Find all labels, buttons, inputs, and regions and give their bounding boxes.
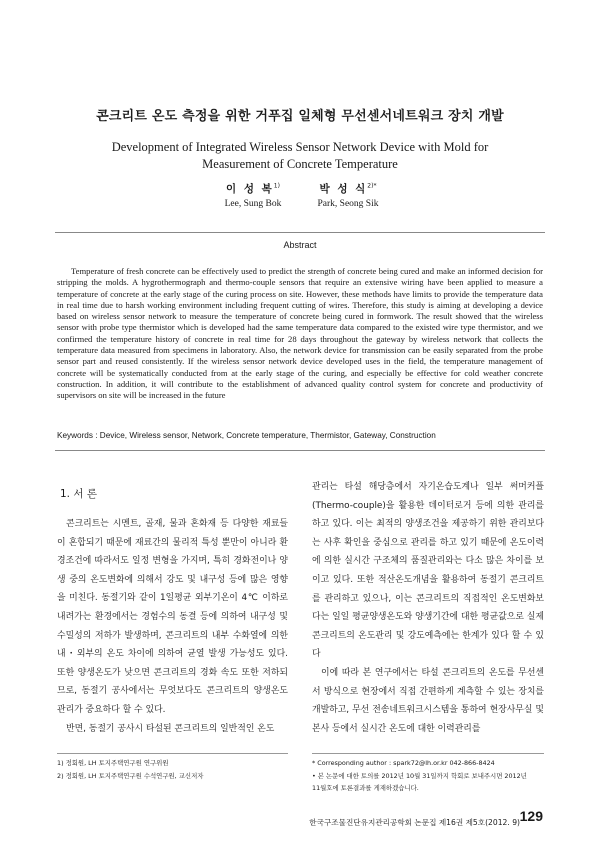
footnote-rule-right — [312, 753, 544, 754]
footnotes-right — [312, 757, 544, 795]
section-heading-introduction: 1. 서 론 — [60, 488, 97, 500]
journal-footer: 한국구조물진단유지관리공학회 논문집 제16권 제5호(2012. 9) — [309, 818, 520, 827]
author-2-name-en: Park, Seong Sik — [317, 199, 379, 209]
keywords: Keywords : Device, Wireless sensor, Network, Concrete temperature, Thermistor, Gateway, Construction — [57, 431, 436, 440]
author-1-affil: 1) — [273, 182, 280, 190]
abstract-heading: Abstract — [283, 240, 317, 250]
abstract-text: Temperature of fresh concrete can be effectively used to predict the strength of concrete being cured and make an informed decision for stripping the molds. A hygrothermograph and thermo-couple sensors that require an extensive wiring have been applied to measure a temperature of concrete at the early stage of the curing process on site. However, these methods have limits to provide the temperature data in real time due to harsh working environment including frequent cutting of wires. Therefore, this study is aiming at developing a device based on wireless sensor network to measure the temperature of concrete being cured in formwork. The result showed that the wireless sensor with probe type thermistor which is developed had the same temperature data compared to the existed wire type thermistor, and we confirmed the temperature history of concrete in real time for 28 days throughout the gateway by wireless network that collects the temperature data measured from specimens in laboratory. Also, the network device for transmission can be easily separated from the probe sensor part and reused consistently. If the wireless sensor network device developed uses in the field, the temperature management of concrete will be systematically conducted from at the early stage of the curing, and especially be effective for cold weather concrete construction. In addition, it will contribute to the establishment of advanced quality control system for concrete and productivity of supervisors on site will be increased in the future — [57, 266, 543, 401]
page-number: 129 — [519, 808, 543, 824]
abstract-bottom-rule — [55, 450, 545, 451]
author-1-name-en: Lee, Sung Bok — [224, 199, 282, 209]
paper-title-english — [80, 139, 520, 173]
right-column — [312, 478, 544, 738]
footnotes-left — [57, 757, 288, 782]
footnote-affiliation-1: 1) 정회원, LH 토지주택연구원 연구위원 — [57, 759, 169, 767]
right-column-paragraph-2: 이에 따라 본 연구에서는 타설 콘크리트의 온도를 무선센서 방식으로 현장에서 직접 간편하게 계측할 수 있는 장치를 개발하고, 무선 전송네트워크시스템을 통하여 현장사무실 및 본사 등에서 실시간 온도에 대한 이력관리를 — [312, 667, 544, 734]
left-column-paragraph-2: 반면, 동절기 공사시 타설된 콘크리트의 일반적인 온도 — [66, 723, 275, 734]
right-column-paragraph-1: 관리는 타설 해당층에서 자기온습도계나 일부 써머커플(Thermo-couple)을 활용한 데이터로거 등에 의한 관리를 하고 있다. 이는 최적의 양생조건을 제공하기 위한 관리보다는 사후 확인을 중심으로 관리를 하고 있기 때문에 온도이력에 의한 실시간 구조체의 품질관리와는 다소 많은 차이를 보이고 있다. 또한 적산온도개념을 활용하여 동절기 콘크리트를 관리하고 있으나, 이는 콘크리트의 직접적인 온도변화보다는 일일 평균양생온도와 양생기간에 대한 평균값으로 실제 콘크리트의 온도관리 및 강도예측에는 한계가 있다 할 수 있다 — [312, 482, 544, 660]
keywords-text: Device, Wireless sensor, Network, Concrete temperature, Thermistor, Gateway, Construction — [99, 431, 436, 440]
left-column-paragraph-1: 콘크리트는 시멘트, 골재, 물과 혼화재 등 다양한 재료들이 혼합되기 때문에 재료간의 물리적 특성 뿐만이 아니라 환경조건에 따라서도 일정 변형을 가지며, 특히 경화전이나 양생 중의 온도변화에 의해서 강도 및 내구성 등에 많은 영향을 미친다. 동절기와 같이 1일평균 외부기온이 4℃ 이하로 내려가는 환경에서는 경험수의 동결 등에 의하여 내구성 및 수밀성의 저하가 발생하며, 콘크리트의 내부 수화열에 의한 내・외부의 온도 차이에 의하여 균열 발생 가능성도 있다. 또한 양생온도가 낮으면 콘크리트의 경화 속도 또한 저하되므로, 동절기 공사에서는 무엇보다도 콘크리트의 양생온도 관리가 중요하다 할 수 있다. — [57, 519, 288, 715]
author-1-name-ko: 이 성 복 — [226, 183, 274, 195]
left-column — [57, 515, 288, 738]
paper-title-english-line1: Development of Integrated Wireless Sensor Network Device with Mold for — [111, 140, 489, 154]
footnote-affiliation-2: 2) 정회원, LH 토지주택연구원 수석연구원, 교신저자 — [57, 771, 204, 780]
author-1 — [213, 181, 293, 209]
author-2-affil: 2)* — [367, 182, 377, 190]
footnote-discussion-note-1: • 본 논문에 대한 토의를 2012년 10월 31일까지 학회로 보내주시면 2012년 — [312, 771, 527, 780]
author-2 — [303, 181, 393, 209]
author-2-name-ko: 박 성 식 — [319, 183, 368, 195]
footnote-corresponding-author: * Corresponding author : spark72@lh.or.kr 042-866-8424 — [312, 759, 495, 767]
paper-title-english-line2: Measurement of Concrete Temperature — [202, 157, 398, 171]
keywords-label: Keywords — [57, 431, 93, 440]
footnote-discussion-note-2: 11월호에 토론결과를 게재하겠습니다. — [312, 784, 419, 792]
footnote-rule-left — [57, 753, 288, 754]
paper-title-korean: 콘크리트 온도 측정을 위한 거푸집 일체형 무선센서네트워크 장치 개발 — [96, 109, 504, 124]
abstract-top-rule — [55, 232, 545, 233]
